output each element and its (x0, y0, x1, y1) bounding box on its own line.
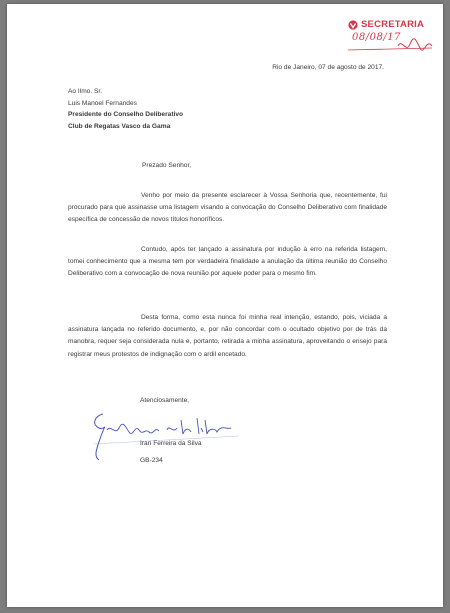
addressee-block (68, 87, 368, 134)
addressee-name: Luis Manoel Fernandes (68, 99, 137, 107)
addressee-salutation: Ao Ilmo. Sr. (68, 88, 103, 95)
addressee-role: Presidente do Conselho Deliberativo (68, 111, 184, 119)
stamp-initials-scribble (346, 28, 436, 60)
stamp-title: SECRETARIA (361, 19, 425, 30)
handwritten-signature (89, 406, 249, 466)
closing: Atenciosamente, (140, 397, 190, 404)
signer-code: GB-234 (140, 457, 163, 464)
signer-name: Iran Ferreira da Silva (140, 440, 202, 447)
secretaria-stamp (346, 16, 436, 60)
paragraph-text: Venho por meio da presente esclarecer à Vossa Senhoria que, recentemente, fui procurado para que assinasse uma listagem visando a convocação do Conselho Deliberativo com finalidade específica de concessão de novos títulos honoríficos. (68, 192, 387, 224)
letter-page (7, 4, 443, 607)
body-paragraph-2 (68, 244, 387, 281)
body-paragraph-1 (68, 190, 387, 227)
greeting: Prezado Senhor, (142, 162, 192, 169)
letter-date: Rio de Janeiro, 07 de agosto de 2017. (272, 64, 384, 71)
paragraph-text: Contudo, após ter lançado a assinatura por indução à erro na referida listagem, tomei conhecimento que a mesma tem por verdadeira finalidade a anulação da última reunião do Conselho Deliberativo com a convocação de nova reunião por aquele poder para o mesmo fim. (68, 246, 387, 278)
body-paragraph-3 (68, 312, 387, 361)
stamp-date: 08/08/17 (352, 32, 401, 43)
paragraph-text: Desta forma, como esta nunca foi minha real intenção, estando, pois, viciada a assinatura lançada no referido documento, e, por não concordar com o ocultado objetivo por de trás da manobra, requer seja considerada nula e, portanto, retirada a minha assinatura, aproveitando o ensejo para registrar meus protestos de indignação com o ardil encetado. (68, 314, 387, 358)
addressee-club: Club de Regatas Vasco da Gama (68, 123, 171, 131)
